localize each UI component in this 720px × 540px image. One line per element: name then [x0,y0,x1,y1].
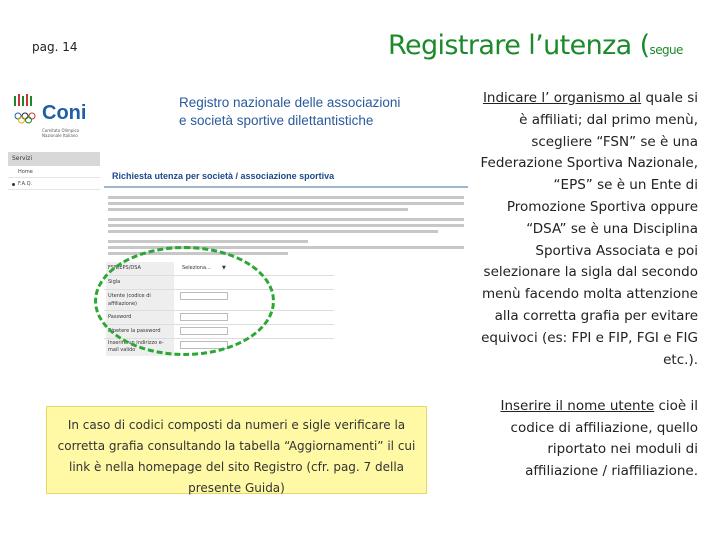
fsn-eps-dsa-select[interactable]: Seleziona... [182,265,211,271]
coni-logo-subtitle: Comitato Olimpico Nazionale Italiano [42,128,80,138]
field-label: Sigla [106,276,174,289]
note-box: In caso di codici composti da numeri e sigle verificare la corretta grafia consultando la tabella “Aggiornamenti” il cui link è nella homepage del sito Registro (cfr. pag. 7 della presente Guida) [46,406,427,494]
sidebar [8,152,100,356]
registry-title-line2: e società sportive dilettantistiche [179,113,374,128]
page-number: pag. 14 [32,40,78,54]
sidebar-header: Servizi [8,152,100,166]
registry-title-line1: Registro nazionale delle associazioni [179,95,401,110]
form-title: Richiesta utenza per società / associazione sportiva [112,171,335,181]
coni-logo [12,92,98,140]
slide-title [388,30,683,61]
sidebar-item-faq[interactable]: F.A.Q. [8,178,100,190]
instruction-text: cioè il codice di affiliazione, quello riportato nei moduli di affiliazione / riaffiliazione. [510,398,698,479]
instruction-block-organism [478,88,698,371]
instruction-highlight: Inserire il nome utente [500,398,655,414]
sidebar-item-home[interactable]: Home [8,166,100,178]
coni-logo-text: Coni [42,102,87,124]
field-label: Inserire un indirizzo e-mail valido [106,339,174,356]
instruction-highlight: Indicare l’ organismo al [482,90,642,106]
highlight-oval [94,246,275,356]
coni-header [8,84,468,144]
field-label: Ripetere la password [106,325,174,338]
field-label: Password [106,311,174,324]
title-suffix: segue [649,43,683,57]
instruction-text: quale si è affiliati; dal primo menù, scegliere “FSN” se è una Federazione Sportiva Nazionale, “EPS” se è un Ente di Promozione Sportiva oppure “DSA” se è una Disciplina Sportiva Associata e poi selezionare la sigla dal secondo menù facendo molta attenzione alla corretta grafia per evitare equivoci (es: FPI e FIP, FGI e FIG etc.). [480,90,698,368]
field-label: Utente (codice di affiliazione) [106,290,174,310]
title-text: Registrare l’utenza ( [388,30,650,61]
registry-title [179,94,400,130]
title-divider [104,186,468,188]
sidebar-bullet [12,183,15,186]
chevron-down-icon: ▼ [222,265,226,271]
field-label: FSN/EPS/DSA [106,262,174,275]
instruction-block-username [478,396,698,482]
